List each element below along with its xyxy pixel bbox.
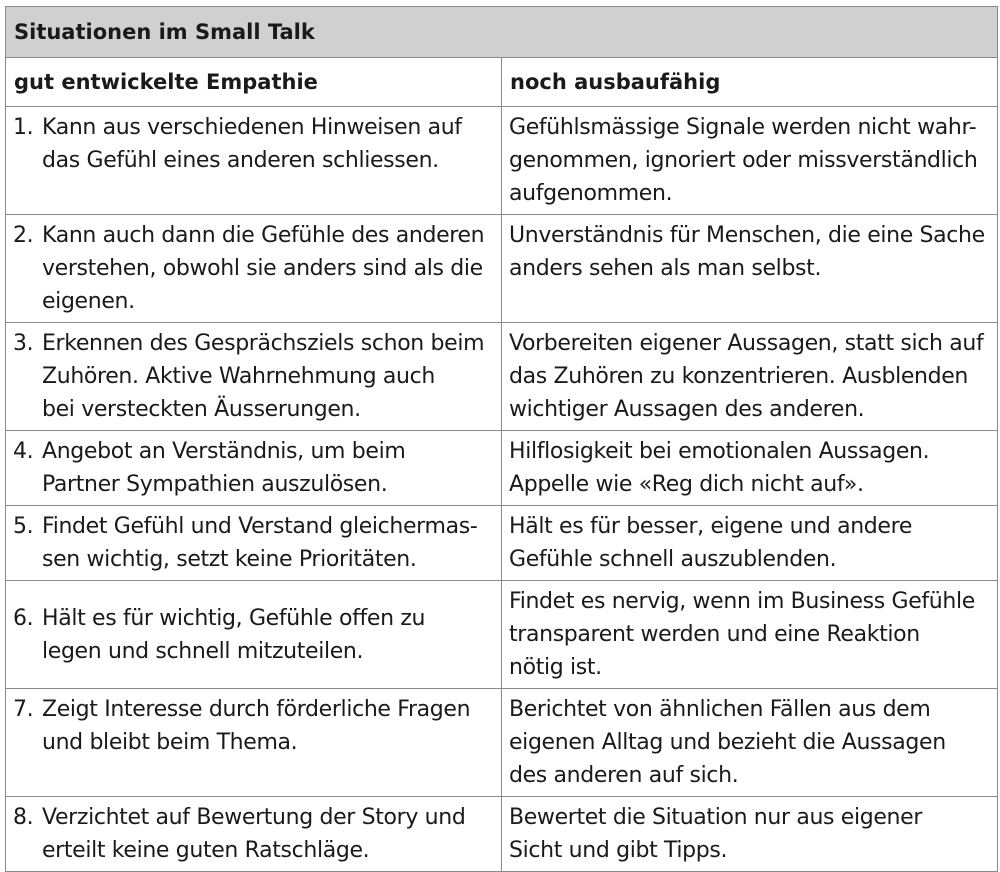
cell-line: Angebot an Verständnis, um beim bbox=[42, 439, 406, 464]
cell-line: Verzichtet auf Bewertung der Story und bbox=[42, 805, 466, 830]
table-row bbox=[6, 323, 998, 431]
cell-good-empathy bbox=[6, 689, 502, 797]
cell-line: genommen, ignoriert oder missverständlich bbox=[509, 148, 978, 173]
cell-line: sen wichtig, setzt keine Prioritäten. bbox=[42, 547, 417, 572]
table-row bbox=[6, 107, 998, 215]
cell-line: eigenen. bbox=[42, 289, 135, 314]
cell-line: Partner Sympathien auszulösen. bbox=[42, 472, 388, 497]
cell-line: Hilflosigkeit bei emotionalen Aussagen. bbox=[509, 439, 930, 464]
cell-line: legen und schnell mitzuteilen. bbox=[42, 638, 364, 664]
row-number: 5. bbox=[13, 514, 34, 539]
cell-line: Berichtet von ähnlichen Fällen aus dem bbox=[509, 697, 931, 722]
row-number: 7. bbox=[13, 697, 34, 722]
cell-line: das Zuhören zu konzentrieren. Ausblenden bbox=[509, 364, 969, 389]
cell-line: Bewertet die Situation nur aus eigener bbox=[509, 805, 923, 830]
table-header-row bbox=[6, 58, 998, 107]
table-row bbox=[6, 581, 998, 689]
table-row bbox=[6, 431, 998, 506]
cell-line: verstehen, obwohl sie anders sind als die bbox=[42, 256, 483, 281]
cell-line: Kann auch dann die Gefühle des anderen bbox=[42, 223, 485, 248]
row-number: 6. bbox=[13, 605, 34, 631]
cell-line: Findet es nervig, wenn im Business Gefühle bbox=[509, 589, 975, 614]
cell-line: erteilt keine guten Ratschläge. bbox=[42, 838, 370, 863]
cell-line: Hält es für wichtig, Gefühle offen zu bbox=[42, 605, 426, 631]
row-number: 1. bbox=[13, 115, 34, 140]
cell-line: Vorbereiten eigener Aussagen, statt sich auf bbox=[509, 331, 984, 356]
cell-good-empathy bbox=[6, 797, 502, 872]
small-talk-table bbox=[5, 6, 998, 872]
row-number: 2. bbox=[13, 223, 34, 248]
cell-line: und bleibt beim Thema. bbox=[42, 730, 298, 755]
cell-line: Zeigt Interesse durch förderliche Fragen bbox=[42, 697, 471, 722]
cell-good-empathy bbox=[6, 581, 502, 689]
cell-line: transparent werden und eine Reaktion bbox=[509, 622, 920, 647]
table-row bbox=[6, 215, 998, 323]
cell-line: nötig ist. bbox=[509, 655, 602, 680]
cell-line: Erkennen des Gesprächsziels schon beim bbox=[42, 331, 485, 356]
cell-line: anders sehen als man selbst. bbox=[509, 256, 822, 281]
cell-good-empathy bbox=[6, 323, 502, 431]
cell-line: Appelle wie «Reg dich nicht auf». bbox=[509, 472, 864, 497]
cell-line: eigenen Alltag und bezieht die Aussagen bbox=[509, 730, 946, 755]
cell-line: Zuhören. Aktive Wahrnehmung auch bbox=[42, 364, 435, 389]
table-body bbox=[6, 107, 998, 872]
cell-needs-improvement bbox=[502, 431, 998, 506]
table-row bbox=[6, 797, 998, 872]
cell-needs-improvement bbox=[502, 323, 998, 431]
cell-needs-improvement bbox=[502, 689, 998, 797]
cell-needs-improvement bbox=[502, 797, 998, 872]
cell-line: Unverständnis für Menschen, die eine Sache bbox=[509, 223, 985, 248]
cell-needs-improvement bbox=[502, 107, 998, 215]
cell-line: bei versteckten Äusserungen. bbox=[42, 397, 361, 422]
cell-line: Kann aus verschiedenen Hinweisen auf bbox=[42, 115, 462, 140]
cell-line: Sicht und gibt Tipps. bbox=[509, 838, 728, 863]
cell-line: Hält es für besser, eigene und andere bbox=[509, 514, 912, 539]
cell-line: Gefühle schnell auszublenden. bbox=[509, 547, 837, 572]
table-row bbox=[6, 506, 998, 581]
table-title-row bbox=[6, 7, 998, 58]
header-good-empathy: gut entwickelte Empathie bbox=[6, 58, 502, 107]
row-number: 4. bbox=[13, 439, 34, 464]
cell-good-empathy bbox=[6, 107, 502, 215]
table-row bbox=[6, 689, 998, 797]
cell-line: Gefühlsmässige Signale werden nicht wahr- bbox=[509, 115, 977, 140]
cell-needs-improvement bbox=[502, 215, 998, 323]
header-needs-improvement: noch ausbaufähig bbox=[502, 58, 998, 107]
cell-line: Findet Gefühl und Verstand gleichermas- bbox=[42, 514, 478, 539]
cell-good-empathy bbox=[6, 506, 502, 581]
table-title: Situationen im Small Talk bbox=[6, 7, 998, 58]
cell-good-empathy bbox=[6, 215, 502, 323]
cell-needs-improvement bbox=[502, 581, 998, 689]
cell-good-empathy bbox=[6, 431, 502, 506]
cell-line: wichtiger Aussagen des anderen. bbox=[509, 397, 865, 422]
row-number: 3. bbox=[13, 331, 34, 356]
cell-needs-improvement bbox=[502, 506, 998, 581]
cell-line: des anderen auf sich. bbox=[509, 763, 739, 788]
row-number: 8. bbox=[13, 805, 34, 830]
cell-line: das Gefühl eines anderen schliessen. bbox=[42, 148, 439, 173]
document bbox=[5, 6, 997, 872]
cell-line: aufgenommen. bbox=[509, 181, 673, 206]
